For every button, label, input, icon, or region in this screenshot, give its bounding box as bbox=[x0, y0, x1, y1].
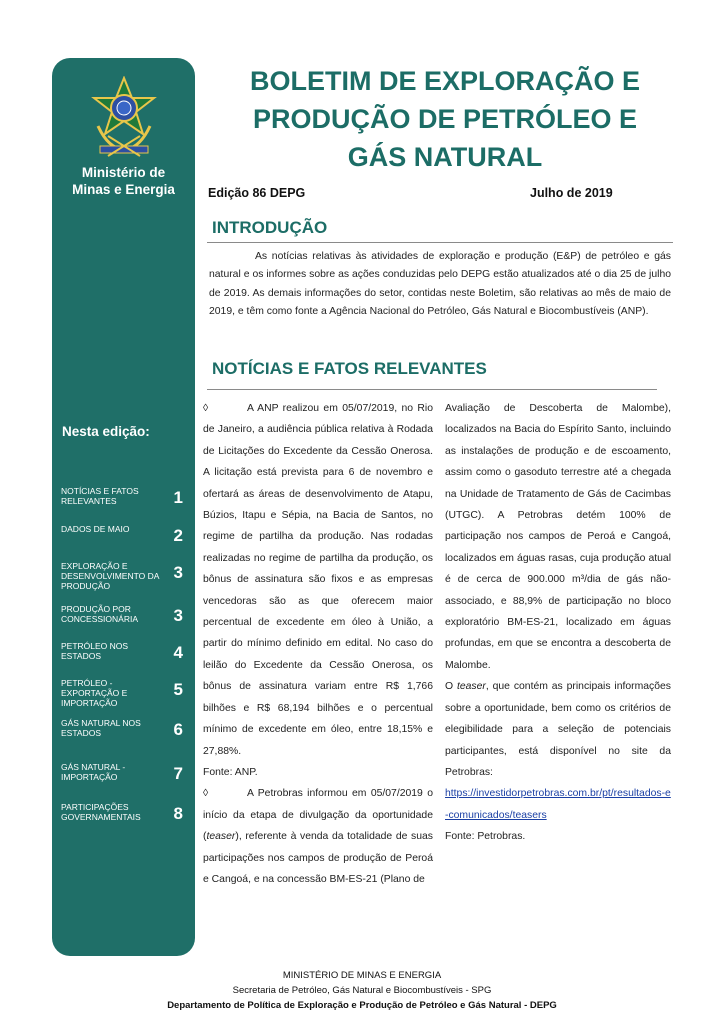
toc-item-gas-import[interactable] bbox=[61, 762, 189, 802]
toc-label: GÁS NATURAL - IMPORTAÇÃO bbox=[61, 762, 126, 782]
toc-label: DADOS DE MAIO bbox=[61, 524, 130, 534]
title-line-2: PRODUÇÃO DE PETRÓLEO E bbox=[252, 104, 638, 134]
toc-title: Nesta edição: bbox=[62, 424, 150, 439]
ministry-line-1: Ministério de bbox=[81, 165, 166, 180]
toc-item-petroleo-export[interactable] bbox=[61, 678, 189, 718]
news-text: A ANP realizou em 05/07/2019, no Rio de Janeiro, a audiência pública relativa à Rodada de Licitações do Excedente da Cessão Onerosa. A licitação está prevista para 6 de novembro e ofertará as áreas de desenvolvimento de Atapu, Búzios, Itapu e Sépia, na Bacia de Santos, no regime de partilha da produção. Nas rodadas realizadas no regime de partilha da produção, os bônus de assinatura são fixos e as empresas vencedoras são as que oferecem maior percentual de excedente em óleo à União, a partir do mínimo definido em edital. No caso do leilão do Excedente da Cessão Onerosa, os bônus de assinatura variam entre R$ 1,766 bilhões e R$ 68,194 bilhões e o percentual mínimo de excedente em óleo, entre 18,15% e 27,88%. bbox=[203, 403, 433, 757]
toc-page-number: 2 bbox=[173, 526, 183, 545]
toc-page-number: 3 bbox=[173, 606, 183, 625]
toc-page-number: 3 bbox=[173, 563, 183, 582]
sidebar bbox=[52, 58, 195, 956]
news-item-petrobras bbox=[203, 783, 433, 890]
news-continuation: Avaliação de Descoberta de Malombe), localizados na Bacia do Espírito Santo, incluindo as instalações de produção e de escoamento, assim como o gasoduto terrestre até a chegada na Unidade de Tratamento de Gás de Cacimbas (UTGC). A Petrobras detém 100% de participação nos campos de Peroá e Cangoá, localizados em águas rasas, cuja produção atual é de cerca de 900.000 m³/dia de gás não-associado, e 88,9% de participação no bloco exploratório BM-ES-21, localizado em águas profundas, em que se encontra a descoberta de Malombe. bbox=[445, 403, 671, 671]
toc-label: PARTICIPAÇÕES GOVERNAMENTAIS bbox=[61, 802, 141, 822]
news-item-anp bbox=[203, 398, 433, 762]
news-column-2 bbox=[445, 398, 671, 848]
news-source: Fonte: Petrobras. bbox=[445, 831, 526, 843]
toc-item-exploracao[interactable] bbox=[61, 561, 189, 601]
toc-page-number: 1 bbox=[173, 488, 183, 507]
title-line-3: GÁS NATURAL bbox=[347, 142, 543, 172]
intro-divider bbox=[207, 242, 673, 243]
footer-department: Departamento de Política de Exploração e Produção de Petróleo e Gás Natural - DEPG bbox=[167, 1000, 557, 1011]
issue-date: Julho de 2019 bbox=[530, 186, 613, 200]
intro-paragraph: As notícias relativas às atividades de exploração e produção (E&P) de petróleo e gás natural e os informes sobre as ações conduzidas pelo DEPG estão atualizados até o dia 25 de julho de 2019. As demais informações do setor, contidas neste Boletim, são relativas ao mês de maio de 2019, e têm como fonte a Agência Nacional do Petróleo, Gás Natural e Biocombustíveis (ANP). bbox=[209, 251, 671, 317]
petrobras-teaser-link[interactable]: https://investidorpetrobras.com.br/pt/resultados-e-comunicados/teasers bbox=[445, 788, 671, 821]
news-text: A Petrobras informou em 05/07/2019 o início da etapa de divulgação da oportunidade (teaser), referente à venda da totalidade de suas participações nos campos de produção de Peroá e Cangoá, e na concessão BM-ES-21 (Plano de bbox=[203, 788, 433, 885]
toc-label: EXPLORAÇÃO E DESENVOLVIMENTO DA PRODUÇÃO bbox=[61, 561, 159, 591]
coat-of-arms-icon bbox=[88, 76, 160, 158]
toc-item-dados[interactable] bbox=[61, 524, 189, 564]
toc-label: PRODUÇÃO POR CONCESSIONÁRIA bbox=[61, 604, 138, 624]
footer-ministry: MINISTÉRIO DE MINAS E ENERGIA bbox=[282, 970, 442, 981]
toc-item-petroleo-estados[interactable] bbox=[61, 641, 189, 681]
edition-label: Edição 86 DEPG bbox=[208, 186, 306, 200]
toc-page-number: 4 bbox=[173, 643, 183, 662]
news-column-1 bbox=[203, 398, 433, 890]
toc-page-number: 5 bbox=[173, 680, 183, 699]
diamond-bullet-icon: ◊ bbox=[203, 788, 209, 800]
ministry-name bbox=[52, 164, 195, 198]
toc-page-number: 6 bbox=[173, 720, 183, 739]
news-divider bbox=[207, 389, 657, 390]
toc-item-producao[interactable] bbox=[61, 604, 189, 644]
toc-label: PETRÓLEO - EXPORTAÇÃO E IMPORTAÇÃO bbox=[61, 678, 128, 708]
footer-secretaria: Secretaria de Petróleo, Gás Natural e Biocombustíveis - SPG bbox=[232, 985, 492, 996]
toc-page-number: 7 bbox=[173, 764, 183, 783]
toc-item-participacoes[interactable] bbox=[61, 802, 189, 842]
ministry-line-2: Minas e Energia bbox=[72, 182, 175, 197]
toc-label: GÁS NATURAL NOS ESTADOS bbox=[61, 718, 141, 738]
toc-label: NOTÍCIAS E FATOS RELEVANTES bbox=[61, 486, 139, 506]
page-title bbox=[205, 62, 685, 176]
title-line-1: BOLETIM DE EXPLORAÇÃO E bbox=[249, 66, 641, 96]
diamond-bullet-icon: ◊ bbox=[203, 403, 209, 414]
news-heading: NOTÍCIAS E FATOS RELEVANTES bbox=[212, 359, 487, 378]
news-source: Fonte: ANP. bbox=[203, 766, 258, 778]
news-paragraph-teaser: O teaser, que contém as principais informações sobre a oportunidade, bem como os critérios de elegibilidade para a seleção de potenciais participantes, está disponível no site da Petrobras: bbox=[445, 681, 671, 778]
toc-item-gas-estados[interactable] bbox=[61, 718, 189, 758]
toc-page-number: 8 bbox=[173, 804, 183, 823]
toc-item-noticias[interactable] bbox=[61, 486, 189, 526]
toc-label: PETRÓLEO NOS ESTADOS bbox=[61, 641, 129, 661]
intro-heading: INTRODUÇÃO bbox=[212, 218, 328, 237]
